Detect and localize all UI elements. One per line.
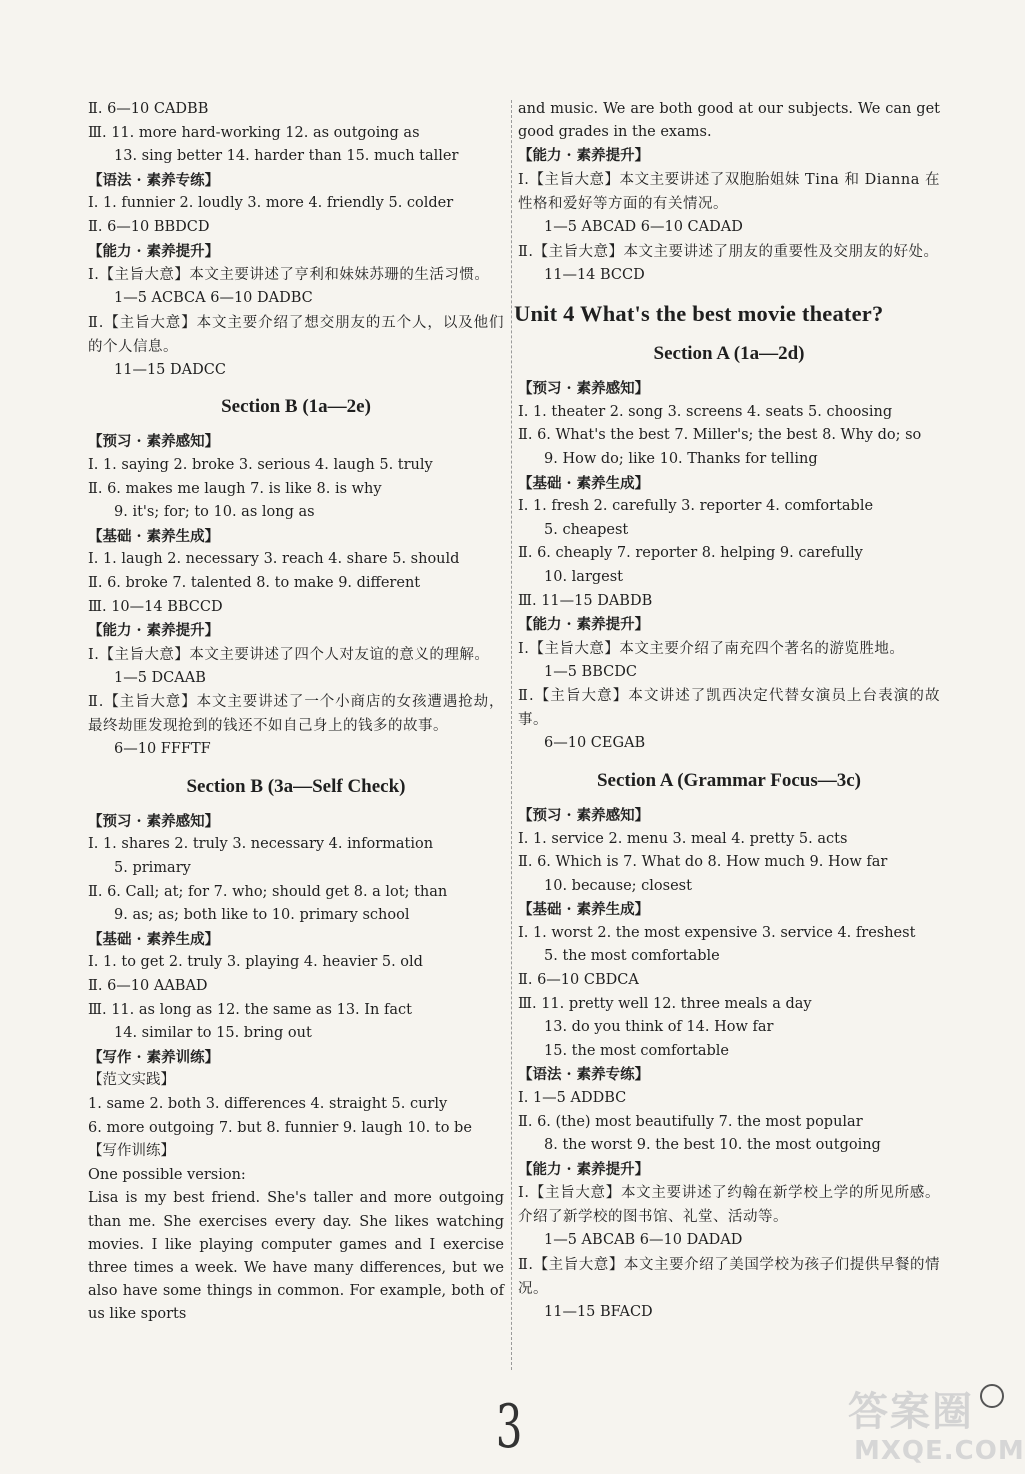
section-heading: Section A (Grammar Focus—3c) (596, 769, 862, 791)
category-label: 【语法 · 素养专练】 (518, 1066, 650, 1084)
answer-line: Ⅱ. 6. broke 7. talented 8. to make 9. different (88, 574, 421, 591)
answer-line: Ⅲ. 11. more hard-working 12. as outgoing as (88, 124, 420, 141)
answer-line: Ⅰ.【主旨大意】本文主要讲述了双胞胎姐妹 Tina 和 Dianna 在性格和爱好等方面的有关情况。 (518, 172, 940, 212)
answer-line: 6—10 FFFTF (114, 741, 211, 758)
answer-line: Ⅱ. 6. makes me laugh 7. is like 8. is why (88, 480, 382, 497)
answer-line: Ⅰ. 1. shares 2. truly 3. necessary 4. information (88, 836, 434, 853)
answer-line: Ⅱ. 6. Which is 7. What do 8. How much 9. How far (518, 854, 888, 871)
answer-line: 1—5 DCAAB (114, 669, 206, 686)
category-label: 【能力 · 素养提升】 (518, 147, 650, 165)
column-divider (511, 100, 512, 1370)
answer-line: 1—5 ACBCA 6—10 DADBC (114, 290, 313, 307)
answer-line: 11—15 BFACD (544, 1304, 653, 1320)
page-circle-icon (980, 1384, 1004, 1408)
answer-line: 10. because; closest (544, 877, 692, 894)
answer-line: 13. do you think of 14. How far (544, 1019, 774, 1036)
answer-line: and music. We are both good at our subjects. We can get good grades in the exams. (518, 101, 940, 141)
answer-line: Ⅱ.【主旨大意】本文讲述了凯西决定代替女演员上台表演的故事。 (518, 688, 940, 729)
answer-line: 11—15 DADCC (114, 361, 226, 378)
answer-line: 11—14 BCCD (544, 266, 645, 283)
category-label: 【预习 · 素养感知】 (88, 433, 220, 451)
answer-line: Ⅲ. 11. as long as 12. the same as 13. In fact (88, 1001, 412, 1018)
answer-line: Ⅲ. 11—15 DABDB (518, 592, 653, 609)
answer-line: Ⅰ.【主旨大意】本文主要讲述了约翰在新学校上学的所见所感。介绍了新学校的图书馆、礼堂、活动等。 (518, 1185, 940, 1226)
answer-line: Ⅰ. 1. theater 2. song 3. screens 4. seats 5. choosing (518, 403, 893, 420)
answer-line: Ⅱ. 6. (the) most beautifully 7. the most popular (518, 1113, 863, 1130)
watermark-bottom-text: MXQE.COM (854, 1436, 1025, 1466)
answer-line: 10. largest (544, 568, 624, 585)
answer-line: Ⅰ. 1. fresh 2. carefully 3. reporter 4. comfortable (518, 498, 874, 515)
answer-line: Ⅱ.【主旨大意】本文主要介绍了美国学校为孩子们提供早餐的情况。 (518, 1257, 940, 1297)
answer-line: 13. sing better 14. harder than 15. much taller (114, 148, 459, 165)
answer-line: Ⅱ. 6. What's the best 7. Miller's; the best 8. Why do; so (518, 427, 922, 444)
watermark (840, 1380, 1025, 1474)
category-label: 【写作 · 素养训练】 (88, 1048, 220, 1066)
category-label: 【基础 · 素养生成】 (518, 901, 650, 919)
answer-line: 1. same 2. both 3. differences 4. straight 5. curly (88, 1096, 448, 1112)
right-column (514, 98, 940, 1325)
category-label: 【能力 · 素养提升】 (88, 622, 220, 640)
category-label: 【能力 · 素养提升】 (518, 616, 650, 634)
category-label: 【基础 · 素养生成】 (88, 527, 220, 545)
answer-line: 1—5 ABCAB 6—10 DADAD (544, 1232, 743, 1249)
answer-line: Ⅲ. 11. pretty well 12. three meals a day (518, 995, 812, 1012)
category-label: 【基础 · 素养生成】 (88, 930, 220, 948)
answer-line: Ⅰ. 1. saying 2. broke 3. serious 4. laugh 5. truly (88, 456, 433, 473)
answer-line: Ⅰ. 1. service 2. menu 3. meal 4. pretty 5. acts (518, 830, 848, 847)
answer-line: 15. the most comfortable (544, 1042, 729, 1059)
answer-line: 9. as; as; both like to 10. primary school (114, 907, 410, 924)
answer-line: Ⅰ.【主旨大意】本文主要介绍了南充四个著名的游览胜地。 (518, 640, 905, 657)
section-heading: Section B (1a—2e) (221, 396, 371, 418)
answer-line: Ⅱ.【主旨大意】本文主要讲述了一个小商店的女孩遭遇抢劫，最终劫匪发现抢到的钱还不如自己身上的钱多的故事。 (88, 694, 504, 735)
answer-line: Ⅰ. 1. laugh 2. necessary 3. reach 4. share 5. should (88, 551, 460, 568)
answer-line: Ⅱ. 6—10 CBDCA (518, 972, 639, 989)
answer-line: Ⅱ. 6—10 CADBB (88, 101, 209, 117)
answer-line: 14. similar to 15. bring out (114, 1025, 312, 1042)
answer-line: Ⅰ. 1. to get 2. truly 3. playing 4. heavier 5. old (88, 954, 423, 971)
left-column (88, 98, 504, 1327)
answer-line: 【写作训练】 (88, 1143, 175, 1160)
answer-line: Ⅱ.【主旨大意】本文主要讲述了朋友的重要性及交朋友的好处。 (518, 243, 939, 260)
answer-line: Ⅰ. 1. worst 2. the most expensive 3. service 4. freshest (518, 924, 916, 941)
answer-line: 5. the most comfortable (544, 948, 720, 965)
page-number: 3 (495, 1392, 523, 1462)
answer-line: Ⅲ. 10—14 BBCCD (88, 598, 223, 615)
category-label: 【预习 · 素养感知】 (518, 806, 650, 824)
answer-line: 1—5 BBCDC (544, 663, 637, 680)
category-label: 【语法 · 素养专练】 (88, 171, 220, 189)
answer-line: Ⅱ. 6. Call; at; for 7. who; should get 8. a lot; than (88, 883, 448, 900)
answer-line: Ⅱ. 6. cheaply 7. reporter 8. helping 9. carefully (518, 545, 863, 562)
answer-line: 5. cheapest (544, 521, 629, 538)
category-label: 【预习 · 素养感知】 (88, 812, 220, 830)
answer-line: 9. How do; like 10. Thanks for telling (544, 450, 818, 467)
answer-line: 6. more outgoing 7. but 8. funnier 9. laugh 10. to be (88, 1119, 472, 1136)
unit-heading: Unit 4 What's the best movie theater? (514, 301, 884, 327)
answer-line: Ⅰ.【主旨大意】本文主要讲述了亨利和妹妹苏珊的生活习惯。 (88, 267, 490, 284)
category-label: 【能力 · 素养提升】 (88, 242, 220, 260)
category-label: 【能力 · 素养提升】 (518, 1160, 650, 1178)
category-label: 【基础 · 素养生成】 (518, 474, 650, 492)
watermark-top-text: 答案圈 (848, 1389, 974, 1435)
section-heading: Section B (3a—Self Check) (186, 775, 406, 797)
category-label: 【预习 · 素养感知】 (518, 380, 650, 398)
answer-line: 8. the worst 9. the best 10. the most outgoing (544, 1137, 881, 1154)
answer-line: 1—5 ABCAD 6—10 CADAD (544, 219, 743, 235)
answer-line: Ⅱ.【主旨大意】本文主要介绍了想交朋友的五个人，以及他们的个人信息。 (88, 314, 504, 355)
answer-line: 5. primary (114, 860, 191, 877)
answer-line: Ⅱ. 6—10 BBDCD (88, 218, 210, 235)
section-heading: Section A (1a—2d) (653, 343, 805, 365)
answer-line: 6—10 CEGAB (544, 735, 646, 752)
answer-line: 9. it's; for; to 10. as long as (114, 504, 315, 521)
answer-line: Ⅰ.【主旨大意】本文主要讲述了四个人对友谊的意义的理解。 (88, 646, 490, 663)
answer-line: Ⅰ. 1. funnier 2. loudly 3. more 4. friendly 5. colder (88, 195, 454, 212)
answer-line: 【范文实践】 (88, 1072, 175, 1089)
answer-line: Ⅱ. 6—10 AABAD (88, 978, 208, 995)
answer-line: Ⅰ. 1—5 ADDBC (518, 1090, 627, 1107)
answer-line: One possible version: (88, 1166, 246, 1183)
answer-line: Lisa is my best friend. She's taller and more outgoing than me. She exercises every day. She likes watching movies. I like playing computer games and I exercise three times a week. We have many differences, but we also have some things in common. For example, both of us like sports (88, 1190, 504, 1323)
